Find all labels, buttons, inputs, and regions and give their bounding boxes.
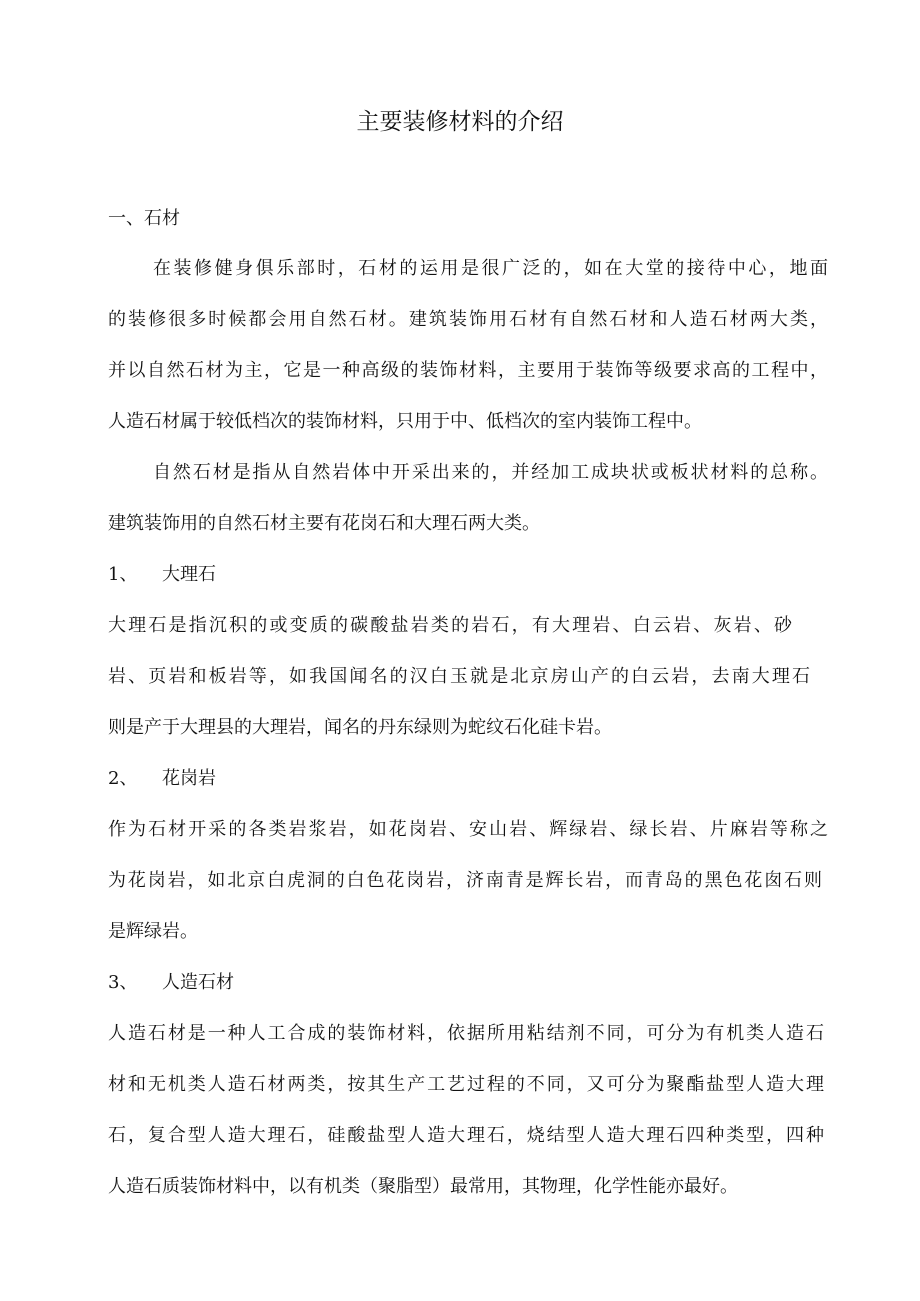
paragraph xyxy=(108,1008,828,1212)
paragraph-line: 人造石材是一种人工合成的装饰材料，依据所用粘结剂不同，可分为有机类人造石 xyxy=(108,1023,824,1044)
paragraph-line: 在装修健身俱乐部时，石材的运用是很广泛的，如在大堂的接待中心，地面 xyxy=(153,258,828,279)
paragraph xyxy=(108,804,828,957)
item-number: 1、 xyxy=(108,564,138,585)
item-title: 花岗岩 xyxy=(162,768,216,789)
paragraph-line: 建筑装饰用的自然石材主要有花岗石和大理石两大类。 xyxy=(108,513,540,534)
item-number: 2、 xyxy=(108,768,138,789)
paragraph-line: 是辉绿岩。 xyxy=(108,921,198,942)
paragraph-line: 自然石材是指从自然岩体中开采出来的，并经加工成块状或板状材料的总称。 xyxy=(153,462,828,483)
paragraph-line: 并以自然石材为主，它是一种高级的装饰材料，主要用于装饰等级要求高的工程中， xyxy=(108,360,828,381)
paragraph xyxy=(108,600,828,753)
paragraph-line: 为花岗岩，如北京白虎洞的白色花岗岩，济南青是辉长岩，而青岛的黑色花囱石则 xyxy=(108,870,822,891)
section-heading: 一、石材 xyxy=(108,208,180,229)
paragraph-line: 则是产于大理县的大理岩，闻名的丹东绿则为蛇纹石化硅卡岩。 xyxy=(108,717,612,738)
paragraph xyxy=(108,243,828,447)
item-heading xyxy=(108,549,828,600)
item-title: 大理石 xyxy=(162,564,216,585)
paragraph-line: 人造石材属于较低档次的装饰材料，只用于中、低档次的室内装饰工程中。 xyxy=(108,411,702,432)
paragraph xyxy=(108,447,828,549)
item-heading xyxy=(108,753,828,804)
paragraph-line: 人造石质装饰材料中，以有机类（聚脂型）最常用，其物理，化学性能亦最好。 xyxy=(108,1176,738,1197)
document-title: 主要装修材料的介绍 xyxy=(356,109,564,135)
paragraph-line: 作为石材开采的各类岩浆岩，如花岗岩、安山岩、辉绿岩、绿长岩、片麻岩等称之 xyxy=(108,819,828,840)
item-title: 人造石材 xyxy=(162,972,234,993)
paragraph-line: 石，复合型人造大理石，硅酸盐型人造大理石，烧结型人造大理石四种类型，四种 xyxy=(108,1125,824,1146)
item-number: 3、 xyxy=(108,972,138,993)
paragraph-line: 岩、页岩和板岩等，如我国闻名的汉白玉就是北京房山产的白云岩，去南大理石 xyxy=(108,666,810,687)
paragraph-line: 的装修很多时候都会用自然石材。建筑装饰用石材有自然石材和人造石材两大类， xyxy=(108,309,828,330)
paragraph-line: 材和无机类人造石材两类，按其生产工艺过程的不同，又可分为聚酯盐型人造大理 xyxy=(108,1074,824,1095)
item-heading xyxy=(108,957,828,1008)
paragraph-line: 大理石是指沉积的或变质的碳酸盐岩类的岩石，有大理岩、白云岩、灰岩、砂 xyxy=(108,615,792,636)
